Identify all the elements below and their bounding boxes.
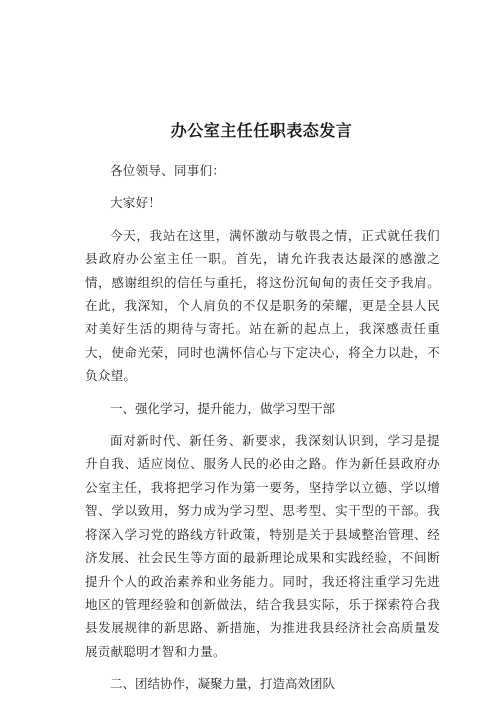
section-body-1: 面对新时代、新任务、新要求，我深刻认识到，学习是提升自我、适应岗位、服务人民的必由之路。作为新任县政府办公室主任，我将把学习作为第一要务，坚持学以立德、学以增智、学以致用，努力成为学习型、思考型、实干型的干部。我将深入学习党的路线方针政策，特别是关于县域整治管理、经济发展、社会民生等方面的最新理论成果和实践经验，不间断提升个人的政治素养和业务能力。同时，我还将注重学习先进地区的管理经验和创新做法，结合我县实际，乐于探索符合我县发展规律的新思路、新措施，为推进我县经济社会高质量发展贡献聪明才智和力量。 bbox=[85, 433, 440, 659]
intro-paragraph: 今天，我站在这里，满怀激动与敬畏之情，正式就任我们县政府办公室主任一职。首先，请允许我表达最深的感激之情，感谢组织的信任与重托，将这份沉甸甸的责任交予我肩。在此，我深知，个人肩负的不仅是职务的荣耀，更是全县人民对美好生活的期待与寄托。站在新的起点上，我深感责任重大，使命光荣，同时也满怀信心与下定决心，将全力以赴，不负众望。 bbox=[85, 227, 440, 384]
document-title: 办公室主任任职表态发言 bbox=[170, 121, 353, 140]
section-heading-1: 一、强化学习，提升能力，做学习型干部 bbox=[110, 400, 336, 416]
section-heading-2: 二、团结协作，凝聚力量，打造高效团队 bbox=[110, 676, 336, 692]
greeting: 大家好！ bbox=[110, 195, 162, 211]
salutation: 各位领导、同事们： bbox=[110, 163, 226, 178]
